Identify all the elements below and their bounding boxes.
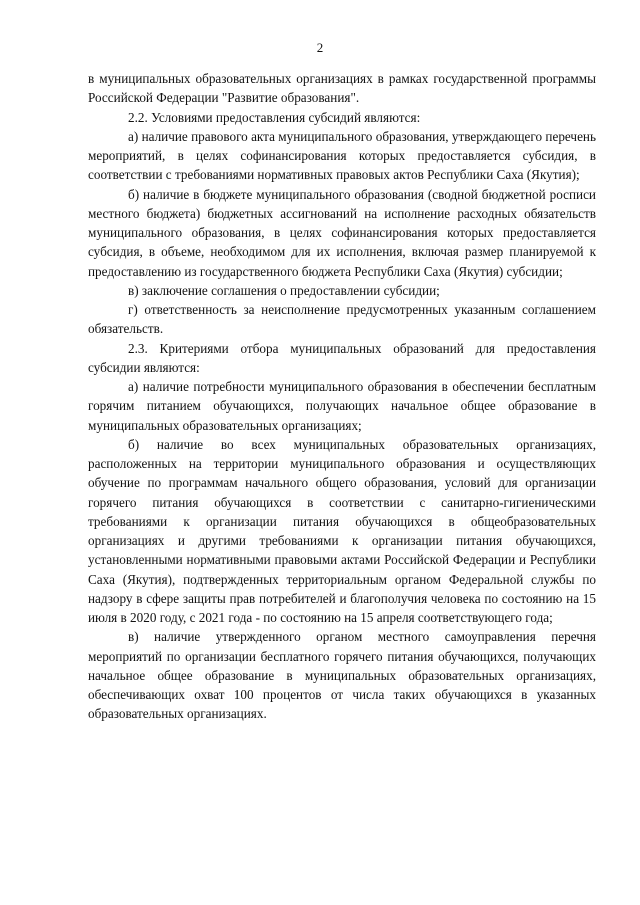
document-body (88, 69, 596, 724)
paragraph-2-3-v: в) наличие утвержденного органом местного самоуправления перечня мероприятий по организации бесплатного горячего питания обучающихся, получающих начальное общее образование в муниципальных образовательных организациях, обеспечивающих охват 100 процентов от числа таких обучающихся в указанных образовательных организациях. (88, 629, 596, 722)
paragraph-section-2-2: 2.2. Условиями предоставления субсидий являются: (128, 109, 421, 125)
paragraph-2-3-b: б) наличие во всех муниципальных образовательных организациях, расположенных на территории муниципального образования и осуществляющих обучение по программам начального общего образования, условий для организации горячего питания обучающихся в соответствии с санитарно-гигиеническими требованиями к организации питания обучающихся в общеобразовательных организациях и другими требованиями к организации питания обучающихся, установленными нормативными правовыми актами Российской Федерации и Республики Саха (Якутия), подтвержденных территориальным органом Федеральной службы по надзору в сфере защиты прав потребителей и благополучия человека по состоянию на 15 июля в 2020 году, с 2021 года - по состоянию на 15 апреля соответствующего года; (88, 436, 596, 625)
paragraph-2-3-a: а) наличие потребности муниципального образования в обеспечении бесплатным горячим питанием обучающихся, получающих начальное общее образование в муниципальных образовательных организациях; (88, 379, 596, 433)
paragraph-2-2-v: в) заключение соглашения о предоставлении субсидии; (128, 282, 440, 298)
paragraph-2-2-b: б) наличие в бюджете муниципального образования (сводной бюджетной росписи местного бюджета) бюджетных ассигнований на исполнение расходных обязательств муниципального образования, в целях софинансирования которых предоставляется субсидия, в объеме, необходимом для их исполнения, включая размер планируемой к предоставлению из государственного бюджета Республики Саха (Якутия) субсидии; (88, 186, 596, 279)
paragraph-2-2-a: а) наличие правового акта муниципального образования, утверждающего перечень мероприятий, в целях софинансирования которых предоставляется субсидия, в соответствии с требованиями нормативных правовых актов Республики Саха (Якутия); (88, 128, 596, 183)
paragraph-section-2-3: 2.3. Критериями отбора муниципальных образований для предоставления субсидии являются: (88, 340, 596, 375)
paragraph-2-2-g: г) ответственность за неисполнение предусмотренных указанным соглашением обязательств. (88, 302, 596, 337)
paragraph-continuation: в муниципальных образовательных организациях в рамках государственной программы Российской Федерации "Развитие образования". (88, 71, 596, 106)
page-number: 2 (316, 40, 324, 55)
